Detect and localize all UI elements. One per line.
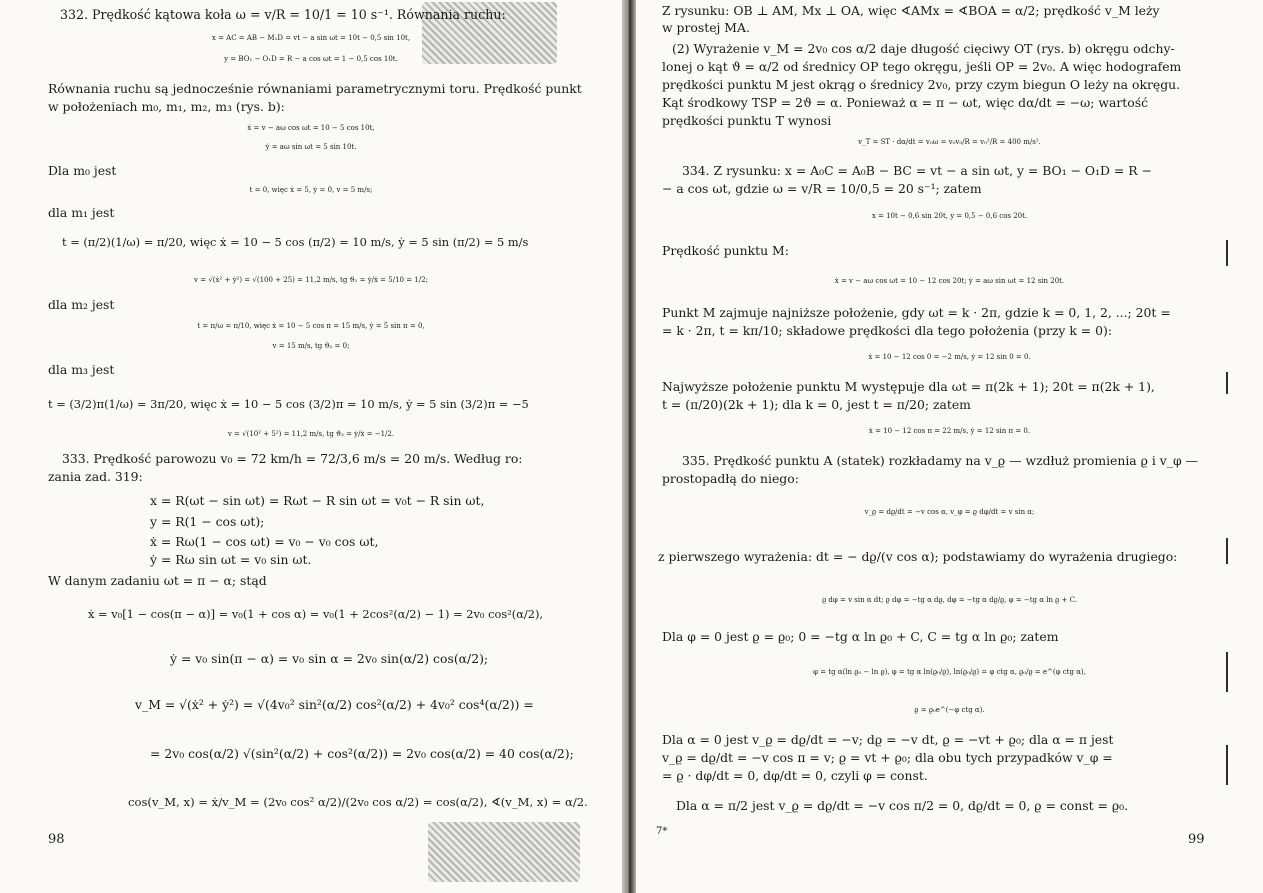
text-line: − a cos ωt, gdzie ω = v/R = 10/0,5 = 20 s⁻¹; zatem: [662, 181, 982, 196]
equation: ẋ = v₀[1 − cos(π − α)] = v₀(1 + cos α) = v₀(1 + 2cos²(α/2) − 1) = 2v₀ cos²(α/2),: [88, 607, 544, 621]
equation: ϱ = ϱ₀e^(−φ ctg α).: [914, 706, 985, 714]
equation: ẋ = 10 − 12 cos 0 = −2 m/s, ẏ = 12 sin 0 = 0.: [868, 353, 1031, 361]
text-line: v_ϱ = dϱ/dt = −v cos π = v; ϱ = vt + ϱ₀; dla obu tych przypadków v_φ =: [662, 750, 1113, 765]
text-line: dla m₃ jest: [48, 362, 115, 377]
text-line: Równania ruchu są jednocześnie równaniami parametrycznymi toru. Prędkość punkt: [48, 81, 582, 96]
signature-mark: 7*: [656, 826, 668, 837]
right-page-text: [636, 0, 1263, 893]
text-line: (2) Wyrażenie v_M = 2v₀ cos α/2 daje długość cięciwy OT (rys. b) okręgu odchy-: [672, 41, 1175, 56]
equation: x = AC = AB − M₁D = vt − a sin ωt = 10t − 0,5 sin 10t,: [211, 34, 411, 42]
text-line: Najwyższe położenie punktu M występuje dla ωt = π(2k + 1); 20t = π(2k + 1),: [662, 379, 1155, 394]
equation: v_ϱ = dϱ/dt = −v cos α, v_φ = ϱ dφ/dt = v sin α;: [864, 508, 1035, 516]
equation: v = √(10² + 5²) = 11,2 m/s, tg ϑ₃ = ẏ/ẋ = −1/2.: [227, 430, 395, 438]
equation: φ = tg α(ln ϱ₀ − ln ϱ), φ = tg α ln(ϱ₀/ϱ), ln(ϱ₀/ϱ) = φ ctg α, ϱ₀/ϱ = e^(φ ctg α),: [813, 668, 1086, 676]
text-line: w prostej MA.: [662, 20, 750, 35]
left-page: [0, 0, 622, 893]
equation: t = π/ω = π/10, więc ẋ = 10 − 5 cos π = 15 m/s, ẏ = 5 sin π = 0,: [197, 322, 425, 330]
equation: = 2v₀ cos(α/2) √(sin²(α/2) + cos²(α/2)) = 2v₀ cos(α/2) = 40 cos(α/2);: [150, 746, 574, 761]
equation: t = (3/2)π(1/ω) = 3π/20, więc ẋ = 10 − 5 cos (3/2)π = 10 m/s, ẏ = 5 sin (3/2)π = −5: [48, 397, 529, 411]
equation: ẋ = v − aω cos ωt = 10 − 5 cos 10t,: [247, 124, 375, 132]
equation: cos(v_M, x) = ẋ/v_M = (2v₀ cos² α/2)/(2v₀ cos α/2) = cos(α/2), ∢(v_M, x) = α/2.: [128, 795, 588, 809]
text-line: = ϱ · dφ/dt = 0, dφ/dt = 0, czyli φ = const.: [662, 768, 928, 783]
text-line: w położeniach m₀, m₁, m₂, m₃ (rys. b):: [48, 99, 285, 114]
text-line: Z rysunku: OB ⊥ AM, Mx ⊥ OA, więc ∢AMx = ∢BOA = α/2; prędkość v_M leży: [662, 3, 1160, 18]
equation: y = R(1 − cos ωt);: [150, 514, 265, 529]
text-line: prędkości punktu M jest okrąg o średnicy 2v₀, przy czym biegun O leży na okręgu.: [662, 77, 1181, 92]
equation: ẋ = Rω(1 − cos ωt) = v₀ − v₀ cos ωt,: [150, 534, 379, 549]
equation: ẏ = v₀ sin(π − α) = v₀ sin α = 2v₀ sin(α/2) cos(α/2);: [170, 651, 489, 666]
book-gutter: [622, 0, 636, 893]
text-line: lonej o kąt ϑ = α/2 od średnicy OP tego okręgu, jeśli OP = 2v₀. A więc hodografem: [662, 59, 1182, 74]
text-line: Dla α = 0 jest v_ϱ = dϱ/dt = −v; dϱ = −v dt, ϱ = −vt + ϱ₀; dla α = π jest: [662, 732, 1114, 747]
text-line: dla m₁ jest: [48, 205, 115, 220]
text-line: t = (π/20)(2k + 1); dla k = 0, jest t = π/20; zatem: [662, 397, 971, 412]
text-line: z pierwszego wyrażenia: dt = − dϱ/(v cos α); podstawiamy do wyrażenia drugiego:: [658, 549, 1178, 564]
equation: t = (π/2)(1/ω) = π/20, więc ẋ = 10 − 5 cos (π/2) = 10 m/s, ẏ = 5 sin (π/2) = 5 m/s: [62, 235, 529, 249]
text-line: Prędkość punktu M:: [662, 243, 789, 258]
text-line: W danym zadaniu ωt = π − α; stąd: [48, 573, 267, 588]
equation: ẏ = aω sin ωt = 5 sin 10t.: [265, 143, 357, 151]
equation: v_M = √(ẋ² + ẏ²) = √(4v₀² sin²(α/2) cos²(α/2) + 4v₀² cos⁴(α/2)) =: [135, 697, 534, 712]
equation: ẋ = 10 − 12 cos π = 22 m/s, ẏ = 12 sin π = 0.: [868, 427, 1031, 435]
text-line: prostopadłą do niego:: [662, 471, 799, 486]
text-line: = k · 2π, t = kπ/10; składowe prędkości dla tego położenia (przy k = 0):: [662, 323, 1112, 338]
text-line: Punkt M zajmuje najniższe położenie, gdy ωt = k · 2π, gdzie k = 0, 1, 2, ...; 20t =: [662, 305, 1171, 320]
page-number: 99: [1188, 832, 1205, 847]
equation: t = 0, więc ẋ = 5, ẏ = 0, v = 5 m/s;: [249, 186, 373, 194]
text-line: Dla φ = 0 jest ϱ = ϱ₀; 0 = −tg α ln ϱ₀ + C, C = tg α ln ϱ₀; zatem: [662, 629, 1059, 644]
right-page: [636, 0, 1263, 893]
left-page-text: [0, 0, 622, 893]
text-line: 335. Prędkość punktu A (statek) rozkładamy na v_ϱ — wzdłuż promienia ϱ i v_φ —: [682, 453, 1198, 468]
equation: y = BO₁ − O₁D = R − a cos ωt = 1 − 0,5 cos 10t.: [224, 55, 398, 63]
text-line: Dla α = π/2 jest v_ϱ = dϱ/dt = −v cos π/2 = 0, dϱ/dt = 0, ϱ = const = ϱ₀.: [676, 798, 1129, 813]
text-line: dla m₂ jest: [48, 297, 115, 312]
equation: v_T = ST · dα/dt = v₀ω = v₀v₀/R = v₀²/R = 400 m/s².: [858, 138, 1041, 146]
equation: ẋ = v − aω cos ωt = 10 − 12 cos 20t; ẏ = aω sin ωt = 12 sin 20t.: [834, 277, 1065, 285]
equation: ϱ dφ = v sin α dt; ϱ dφ = −tg α dϱ, dφ = −tg α dϱ/ϱ, φ = −tg α ln ϱ + C.: [822, 596, 1077, 604]
equation: v = √(ẋ² + ẏ²) = √(100 + 25) = 11,2 m/s, tg ϑ₁ = ẏ/ẋ = 5/10 = 1/2;: [194, 276, 428, 284]
text-line: 334. Z rysunku: x = A₀C = A₀B − BC = vt − a sin ωt, y = BO₁ − O₁D = R −: [682, 163, 1152, 178]
text-line: prędkości punktu T wynosi: [662, 113, 832, 128]
text-line: Dla m₀ jest: [48, 163, 117, 178]
page-number: 98: [48, 832, 65, 847]
equation: v = 15 m/s, tg ϑ₂ = 0;: [272, 342, 350, 350]
equation: x = R(ωt − sin ωt) = Rωt − R sin ωt = v₀t − R sin ωt,: [150, 493, 485, 508]
text-line: 333. Prędkość parowozu v₀ = 72 km/h = 72/3,6 m/s = 20 m/s. Według ro:: [62, 451, 523, 466]
equation: x = 10t − 0,6 sin 20t, y = 0,5 − 0,6 cos 20t.: [871, 212, 1028, 220]
equation: ẏ = Rω sin ωt = v₀ sin ωt.: [150, 552, 312, 567]
text-line: 332. Prędkość kątowa koła ω = v/R = 10/1 = 10 s⁻¹. Równania ruchu:: [60, 7, 506, 22]
text-line: zania zad. 319:: [48, 469, 143, 484]
text-line: Kąt środkowy TSP = 2ϑ = α. Ponieważ α = π − ωt, więc dα/dt = −ω; wartość: [662, 95, 1149, 110]
